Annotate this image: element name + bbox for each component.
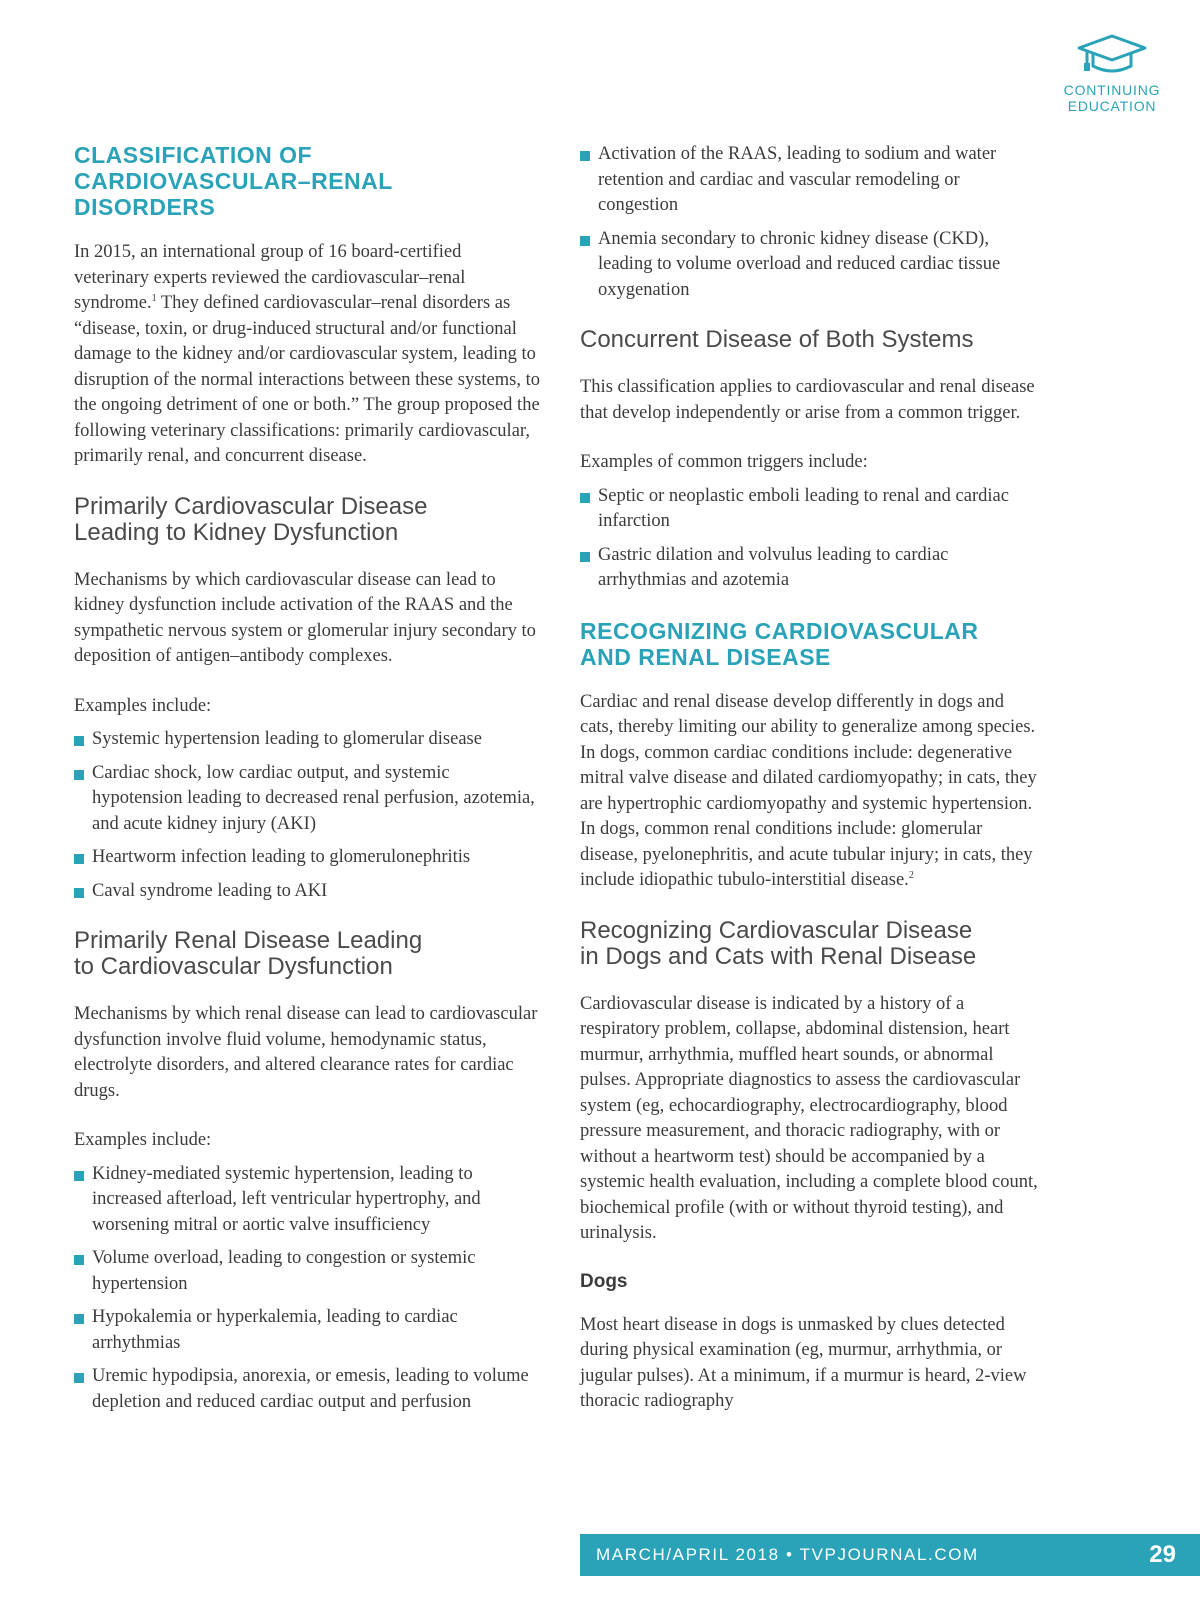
intro-text-cont: They defined cardiovascular–renal disorders as “disease, toxin, or drug-induced structural and/or functional damage to the kidney and/or cardiovascular system, leading to disruption of the normal interactions between these systems, to the ongoing detriment of one or both.” The group proposed the following veterinary classifications: primarily cardiovascular, primarily renal, and concurrent disease. xyxy=(74,293,540,466)
diagnostics-paragraph: Cardiovascular disease is indicated by a history of a respiratory problem, collapse, abdominal distension, heart murmur, arrhythmia, muffled heart sounds, or abnormal pulses. Appropriate diagnostics to assess the cardiovascular system (eg, echocardiography, electrocardiography, blood pressure measurement, and thoracic radiography, with or without a heartworm test) should be accompanied by a systemic health evaluation, including a complete blood count, biochemical profile (with or without thyroid testing), and urinalysis. xyxy=(580,993,1038,1243)
list-item: Systemic hypertension leading to glomerular disease xyxy=(74,727,540,753)
badge-line-2: EDUCATION xyxy=(1067,98,1157,114)
right-column xyxy=(580,142,1040,1439)
list-item: Uremic hypodipsia, anorexia, or emesis, leading to volume depletion and reduced cardiac output and perfusion xyxy=(74,1364,540,1415)
heading-line: Primarily Cardiovascular Disease xyxy=(74,492,428,520)
subheading-recognizing-cardiovascular xyxy=(580,918,1040,970)
citation-2: 2 xyxy=(908,869,914,881)
examples-label: Examples include: xyxy=(74,695,212,716)
section-heading-classification xyxy=(74,142,540,220)
dogs-paragraph: Most heart disease in dogs is unmasked by clues detected during physical examination (eg, murmur, arrhythmia, or jugular pulses). At a minimum, if a murmur is heard, 2-view thoracic radiography xyxy=(580,1314,1027,1411)
intro-text: In 2015, an international group of 16 board-certified veterinary experts reviewed the cardiovascular–renal syndrome. xyxy=(74,242,466,313)
footer-bar xyxy=(580,1534,1200,1576)
list-item: Hypokalemia or hyperkalemia, leading to cardiac arrhythmias xyxy=(74,1305,540,1356)
renal-mechanisms-paragraph: Mechanisms by which renal disease can lead to cardiovascular dysfunction involve fluid volume, hemodynamic status, electrolyte disorders, and altered clearance rates for cardiac drugs. xyxy=(74,1004,538,1101)
heading-line: CLASSIFICATION OF xyxy=(74,142,313,168)
intro-paragraph xyxy=(74,240,540,470)
badge-label xyxy=(1052,82,1172,114)
section-heading-recognizing xyxy=(580,618,1040,670)
heading-line: Recognizing Cardiovascular Disease xyxy=(580,916,973,944)
renal-examples-list xyxy=(74,1162,540,1416)
cardiovascular-examples-list xyxy=(74,727,540,904)
footer-issue-line xyxy=(596,1545,979,1565)
recognizing-paragraph xyxy=(580,690,1040,894)
list-item: Activation of the RAAS, leading to sodium and water retention and cardiac and vascular remodeling or congestion xyxy=(580,142,1040,219)
list-item: Volume overload, leading to congestion or systemic hypertension xyxy=(74,1246,540,1297)
heading-line: to Cardiovascular Dysfunction xyxy=(74,953,393,980)
list-item: Septic or neoplastic emboli leading to renal and cardiac infarction xyxy=(580,484,1040,535)
left-column xyxy=(74,142,540,1439)
concurrent-paragraph: This classification applies to cardiovascular and renal disease that develop independently or arise from a common trigger. xyxy=(580,377,1035,423)
citation-1: 1 xyxy=(151,292,157,304)
renal-examples-list-continued xyxy=(580,142,1040,303)
recognizing-text: Cardiac and renal disease develop differently in dogs and cats, thereby limiting our ability to generalize among species. In dogs, common cardiac conditions include: degenerative mitral valve disease and dilated cardiomyopathy; in cats, they are hypertrophic cardiomyopathy and systemic hypertension. In dogs, common renal conditions include: glomerular disease, pyelonephritis, and acute tubular injury; in cats, they include idiopathic tubulo-interstitial disease. xyxy=(580,691,1037,890)
page-number: 29 xyxy=(1149,1541,1176,1568)
examples-label: Examples include: xyxy=(74,1130,212,1150)
subheading-concurrent-disease: Concurrent Disease of Both Systems xyxy=(580,326,974,353)
badge-line-1: CONTINUING xyxy=(1063,82,1161,98)
heading-line: RECOGNIZING CARDIOVASCULAR xyxy=(580,617,979,644)
subheading-primarily-cardiovascular xyxy=(74,494,540,546)
heading-line: AND RENAL DISEASE xyxy=(580,643,831,670)
footer-separator: • xyxy=(786,1545,794,1564)
triggers-label: Examples of common triggers include: xyxy=(580,452,868,472)
graduation-cap-icon xyxy=(1077,34,1147,76)
cardiovascular-mechanisms-paragraph: Mechanisms by which cardiovascular disease can lead to kidney dysfunction include activation of the RAAS and the sympathetic nervous system or glomerular injury secondary to deposition of antigen–antibody complexes. xyxy=(74,569,536,666)
heading-line: Primarily Renal Disease Leading xyxy=(74,927,423,954)
continuing-education-badge xyxy=(1052,34,1172,114)
heading-line: CARDIOVASCULAR–RENAL xyxy=(74,168,393,194)
issue-date: MARCH/APRIL 2018 xyxy=(596,1545,780,1564)
subheading-primarily-renal xyxy=(74,928,540,980)
heading-line: DISORDERS xyxy=(74,194,216,220)
list-item: Gastric dilation and volvulus leading to cardiac arrhythmias and azotemia xyxy=(580,543,1040,594)
triggers-list xyxy=(580,484,1040,594)
heading-line: in Dogs and Cats with Renal Disease xyxy=(580,942,977,970)
list-item: Anemia secondary to chronic kidney disease (CKD), leading to volume overload and reduced cardiac tissue oxygenation xyxy=(580,227,1040,304)
subheading-dogs: Dogs xyxy=(580,1270,628,1292)
list-item: Heartworm infection leading to glomerulonephritis xyxy=(74,845,540,871)
heading-line: Leading to Kidney Dysfunction xyxy=(74,518,399,546)
list-item: Caval syndrome leading to AKI xyxy=(74,879,540,905)
journal-url[interactable]: TVPJOURNAL.COM xyxy=(799,1545,979,1564)
list-item: Kidney-mediated systemic hypertension, leading to increased afterload, left ventricular hypertrophy, and worsening mitral or aortic valve insufficiency xyxy=(74,1162,540,1239)
list-item: Cardiac shock, low cardiac output, and systemic hypotension leading to decreased renal perfusion, azotemia, and acute kidney injury (AKI) xyxy=(74,761,540,838)
